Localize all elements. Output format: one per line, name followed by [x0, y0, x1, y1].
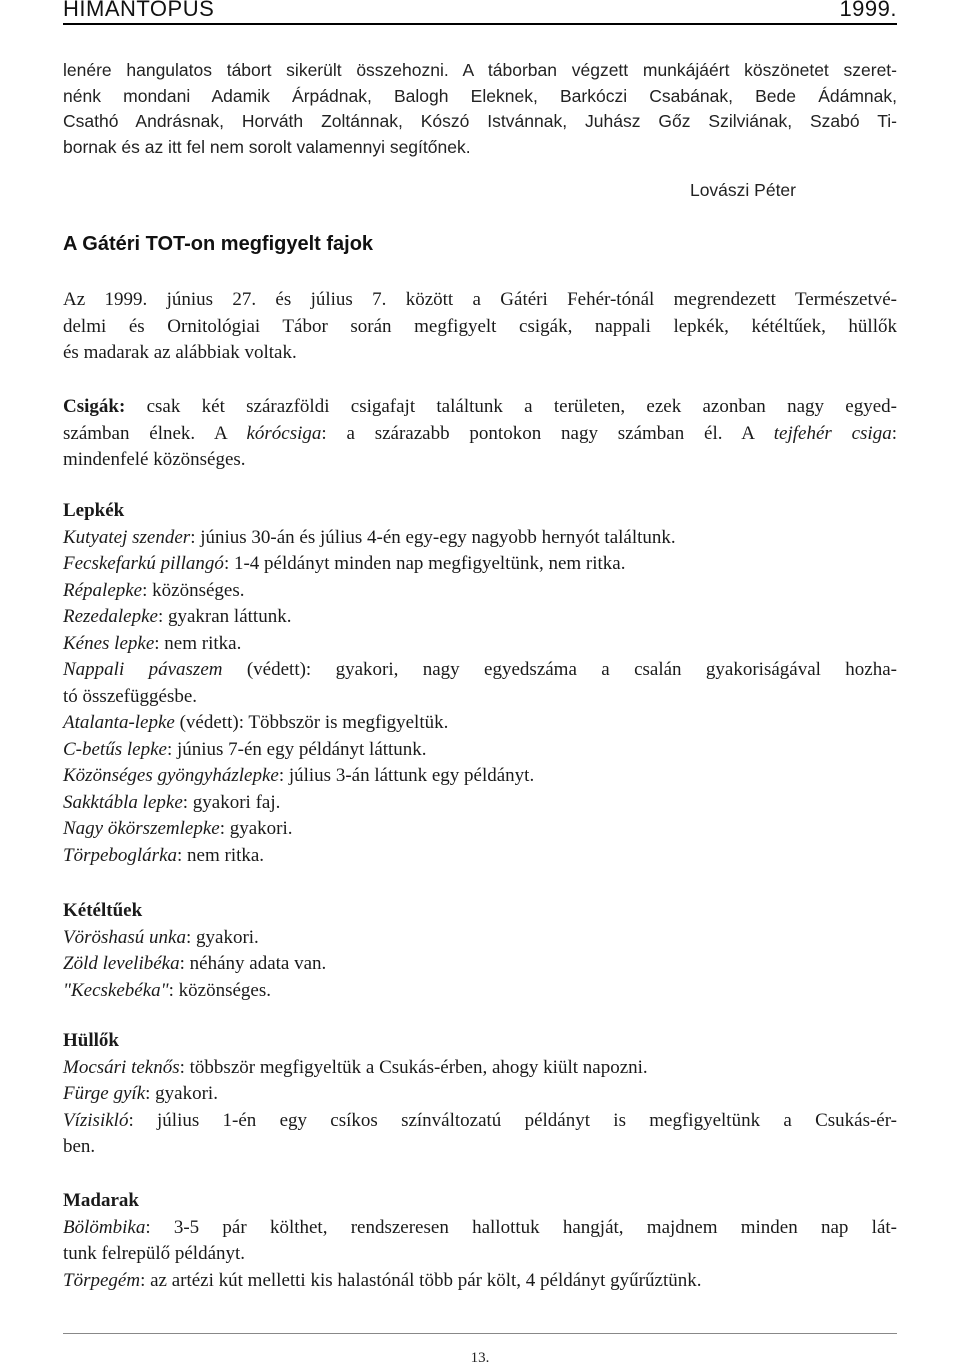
species-note: : gyakori.: [145, 1083, 218, 1104]
species-list: [63, 1055, 897, 1161]
species-name: Kutyatej szender: [63, 526, 191, 548]
text-line: [63, 394, 897, 421]
species-entry: [63, 1268, 897, 1295]
text-span: csak két szárazföldi csigafajt találtunk a területen, ezek azonban nagy egyed-: [125, 396, 897, 417]
species-name: Vöröshasú unka: [63, 926, 186, 948]
species-note: : 1-4 példányt minden nap megfigyeltünk, nem ritka.: [223, 553, 626, 574]
species-note: : július 3-án láttunk egy példányt.: [278, 765, 535, 786]
running-header: [63, 0, 897, 25]
footer-divider: [63, 1333, 897, 1334]
species-note: (védett): Többször is megfigyeltük.: [174, 712, 449, 733]
birds-section: [63, 1188, 897, 1294]
page-number: 13.: [470, 1350, 490, 1366]
species-name: tejfehér csiga: [773, 422, 892, 444]
species-entry: [63, 1108, 897, 1135]
species-name: Fürge gyík: [63, 1083, 146, 1104]
species-entry: [63, 737, 897, 764]
reptiles-heading: Hüllők: [63, 1030, 119, 1051]
species-note: : néhány adata van.: [179, 953, 327, 974]
species-note: : július 1-én egy csíkos színváltozatú példányt is megfigyeltünk a Csukás-ér-: [128, 1109, 897, 1131]
text-line: nénk mondani Adamik Árpádnak, Balogh Eleknek, Barkóczi Csabának, Bede Ádámnak,: [63, 85, 897, 106]
text-line: Csathó Andrásnak, Horváth Zoltánnak, Kószó Istvánnak, Juhász Gőz Szilviának, Szabó Ti-: [63, 111, 897, 131]
species-note: : nem ritka.: [177, 844, 265, 866]
species-name: Kénes lepke: [63, 632, 155, 654]
species-note: : gyakran láttunk.: [157, 606, 292, 627]
species-name: Közönséges gyöngyházlepke: [63, 765, 279, 786]
species-note: : gyakori.: [219, 818, 293, 839]
species-entry: [63, 631, 897, 658]
species-note: : június 30-án és július 4-én egy-egy nagyobb hernyót találtunk.: [190, 526, 676, 548]
section-title: A Gátéri TOT-on megfigyelt fajok: [63, 233, 374, 255]
snails-paragraph: [63, 394, 897, 474]
species-name: Törpeboglárka: [63, 844, 177, 866]
species-name: "Kecskebéka": [63, 979, 169, 1001]
species-name: Fecskefarkú pillangó: [63, 553, 224, 574]
species-name: Atalanta-lepke: [63, 712, 175, 733]
species-entry: [63, 951, 897, 978]
author-signature: Lovászi Péter: [689, 180, 796, 200]
text-span: : a szárazabb pontokon nagy számban él. A: [321, 422, 774, 444]
species-entry: [63, 816, 897, 843]
species-note: : 3-5 pár költhet, rendszeresen hallottuk hangját, majdnem minden nap lát-: [145, 1216, 897, 1238]
species-list: [63, 525, 897, 870]
species-entry: [63, 763, 897, 790]
text-line: delmi és Ornitológiai Tábor során megfigyelt csigák, nappali lepkék, kétéltűek, hüllők: [63, 315, 897, 337]
species-name: C-betűs lepke: [63, 738, 167, 760]
text-line: Az 1999. június 27. és július 7. között a Gátéri Fehér-tónál megrendezett Természetvé-: [63, 289, 897, 310]
header-year: 1999.: [839, 0, 897, 21]
species-entry: [63, 1081, 897, 1108]
butterflies-section: [63, 498, 897, 869]
species-name: kórócsiga: [246, 422, 322, 444]
species-note: : június 7-én egy példányt láttunk.: [166, 738, 427, 760]
amphibians-heading: Kétéltűek: [63, 900, 143, 921]
intro-paragraph: [63, 58, 897, 160]
species-name: Vízisikló: [63, 1109, 129, 1131]
text-line: [63, 421, 897, 448]
species-entry-continuation: tunk felrepülő példányt.: [63, 1243, 246, 1264]
species-name: Bölömbika: [63, 1216, 146, 1238]
species-entry: [63, 843, 897, 870]
snails-heading: Csigák:: [63, 396, 126, 417]
reptiles-section: [63, 1028, 897, 1161]
species-entry-continuation: ben.: [63, 1136, 96, 1157]
journal-title: HIMANTOPUS: [63, 0, 215, 21]
species-note: : gyakori faj.: [182, 791, 281, 813]
species-name: Nagy ökörszemlepke: [63, 818, 220, 839]
species-entry: [63, 525, 897, 552]
species-entry: [63, 978, 897, 1005]
species-name: Répalepke: [63, 579, 143, 601]
species-list: [63, 1215, 897, 1295]
birds-heading: Madarak: [63, 1190, 139, 1211]
species-entry: [63, 790, 897, 817]
species-note: : közönséges.: [142, 579, 245, 601]
species-note: : gyakori.: [185, 926, 259, 948]
species-entry: [63, 925, 897, 952]
species-list: [63, 925, 897, 1005]
species-name: Sakktábla lepke: [63, 791, 183, 813]
text-line: mindenfelé közönséges.: [63, 449, 246, 470]
text-line: és madarak az alábbiak voltak.: [63, 342, 297, 363]
text-span: számban élnek. A: [63, 422, 247, 444]
species-name: Nappali pávaszem: [63, 659, 223, 680]
species-note: : többször megfigyeltük a Csukás-érben, ahogy kiült napozni.: [179, 1056, 648, 1078]
species-name: Mocsári teknős: [63, 1056, 180, 1078]
species-name: Zöld levelibéka: [63, 953, 180, 974]
text-line: bornak és az itt fel nem sorolt valamennyi segítőnek.: [63, 136, 471, 157]
species-entry: [63, 657, 897, 684]
species-note: (védett): gyakori, nagy egyedszáma a csalán gyakoriságával hozha-: [222, 659, 897, 680]
intro2-paragraph: [63, 287, 897, 367]
species-entry-continuation: tó összefüggésbe.: [63, 685, 198, 707]
species-entry: [63, 578, 897, 605]
species-note: : az artézi kút melletti kis halastónál több pár költ, 4 példányt gyűrűztünk.: [140, 1269, 702, 1291]
species-entry: [63, 604, 897, 631]
species-entry: [63, 551, 897, 578]
text-span: :: [891, 422, 897, 444]
species-entry: [63, 1055, 897, 1082]
butterflies-heading: Lepkék: [63, 500, 125, 521]
species-note: : nem ritka.: [154, 632, 242, 654]
text-line: lenére hangulatos tábort sikerült összehozni. A táborban végzett munkájáért köszönetet szeret-: [63, 60, 897, 80]
species-name: Törpegém: [63, 1269, 141, 1291]
species-entry: [63, 1215, 897, 1242]
species-entry: [63, 710, 897, 737]
amphibians-section: [63, 898, 897, 1004]
species-name: Rezedalepke: [63, 606, 158, 627]
species-note: : közönséges.: [168, 979, 271, 1001]
